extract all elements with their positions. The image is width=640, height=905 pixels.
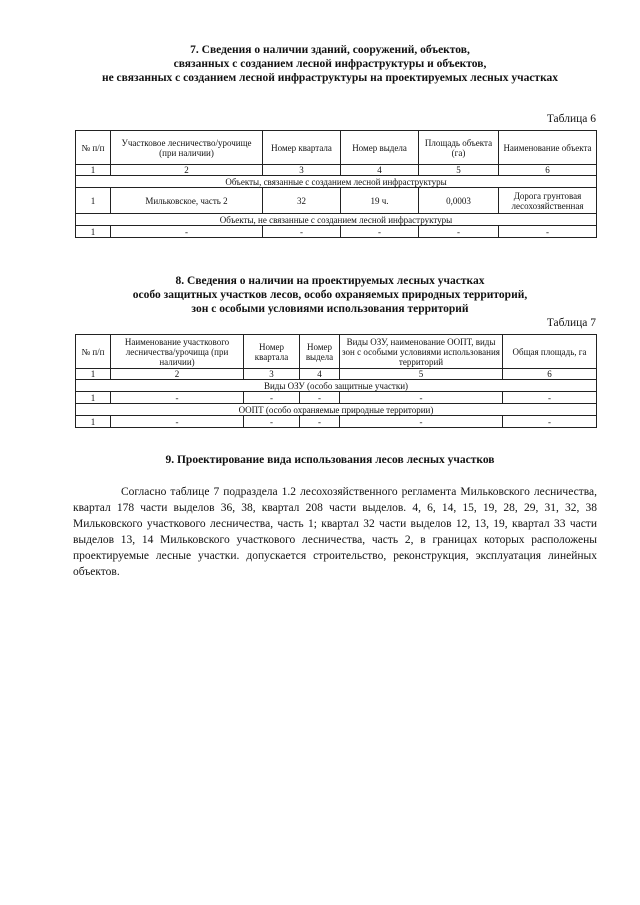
table7-header-cell: Виды ОЗУ, наименование ООПТ, виды зон с особыми условиями использования территорий: [340, 335, 503, 369]
table7-caption: Таблица 7: [546, 317, 596, 329]
table6-cell: 0,0003: [419, 188, 499, 214]
table6-cell: 32: [263, 188, 341, 214]
table6-header-cell: Участковое лесничество/урочище (при наличии): [111, 131, 263, 165]
table7-colnum-cell: 1: [76, 369, 111, 380]
table6-row: [76, 226, 597, 238]
table7-group-row: [76, 380, 597, 392]
section9-paragraph: Согласно таблице 7 подраздела 1.2 лесохозяйственного регламента Мильковского лесничества, квартал 178 части выделов 36, 38, квартал 208 части выделов. 4, 6, 14, 15, 19, 28, 29, 31, 32, 38 Мильковского участкового лесничества, часть 1; квартал 32 части выделов 12, 13, 19, квартал 33 части выделов 13, 14 Мильковского участкового лесничества, часть 2, в границах которых расположены проектируемые лесные участки. допускается строительство, реконструкция, эксплуатация линейных объектов.: [73, 486, 597, 578]
section8-title-line1: 8. Сведения о наличии на проектируемых лесных участках: [175, 275, 485, 287]
table6-header-cell: № п/п: [76, 131, 111, 165]
table7-colnum-cell: 3: [244, 369, 300, 380]
section9-title: 9. Проектирование вида использования лесов лесных участков: [165, 454, 495, 466]
table6-cell: 19 ч.: [341, 188, 419, 214]
table6-cell: -: [111, 226, 263, 238]
table6-cell: 1: [76, 226, 111, 238]
table7-colnum-cell: 5: [340, 369, 503, 380]
table7-colnum-cell: 4: [300, 369, 340, 380]
table6-colnum-row: [76, 165, 597, 176]
table7-group-row: [76, 404, 597, 416]
table7-header-cell: № п/п: [76, 335, 111, 369]
section7-title-line3: не связанных с созданием лесной инфраструктуры на проектируемых лесных участках: [101, 72, 559, 84]
table7-cell: 1: [76, 416, 111, 428]
table6: [75, 130, 597, 238]
table7-cell: -: [340, 392, 503, 404]
section8-title-line2: особо защитных участков лесов, особо охраняемых природных территорий,: [132, 289, 528, 301]
table6-header-cell: Наименование объекта: [499, 131, 597, 165]
table6-cell: 1: [76, 188, 111, 214]
table6-header-cell: Номер выдела: [341, 131, 419, 165]
table7: [75, 334, 597, 428]
table6-colnum-cell: 1: [76, 165, 111, 176]
section8-title-line3: зон с особыми условиями использования территорий: [191, 303, 469, 315]
table6-caption: Таблица 6: [546, 113, 596, 125]
table6-cell: -: [263, 226, 341, 238]
section7-title-line2: связанных с созданием лесной инфраструктуры и объектов,: [173, 58, 487, 70]
table6-row: [76, 188, 597, 214]
table6-cell: -: [419, 226, 499, 238]
table7-header-cell: Общая площадь, га: [503, 335, 597, 369]
table7-cell: -: [244, 416, 300, 428]
table7-header-cell: Номер выдела: [300, 335, 340, 369]
table7-cell: -: [300, 392, 340, 404]
table7-cell: -: [503, 392, 597, 404]
table6-cell: -: [499, 226, 597, 238]
table7-row: [76, 392, 597, 404]
table6-group2-label: Объекты, не связанные с созданием лесной инфраструктуры: [76, 214, 597, 226]
section7-title-line1: 7. Сведения о наличии зданий, сооружений, объектов,: [190, 44, 470, 56]
table7-colnum-cell: 6: [503, 369, 597, 380]
table6-colnum-cell: 3: [263, 165, 341, 176]
table7-header-row: [76, 335, 597, 369]
table7-cell: -: [300, 416, 340, 428]
table6-colnum-cell: 2: [111, 165, 263, 176]
table6-cell: -: [341, 226, 419, 238]
table7-cell: -: [111, 392, 244, 404]
table6-group1-label: Объекты, связанные с созданием лесной инфраструктуры: [76, 176, 597, 188]
table6-colnum-cell: 6: [499, 165, 597, 176]
table6-header-cell: Площадь объекта (га): [419, 131, 499, 165]
table7-cell: -: [244, 392, 300, 404]
table7-cell: -: [503, 416, 597, 428]
section7-heading: [60, 43, 600, 85]
table7-colnum-cell: 2: [111, 369, 244, 380]
table7-row: [76, 416, 597, 428]
table7-cell: 1: [76, 392, 111, 404]
table6-colnum-cell: 4: [341, 165, 419, 176]
table6-cell: Мильковское, часть 2: [111, 188, 263, 214]
table6-colnum-cell: 5: [419, 165, 499, 176]
table7-header-cell: Номер квартала: [244, 335, 300, 369]
table6-group-row: [76, 176, 597, 188]
table7-group1-label: Виды ОЗУ (особо защитные участки): [76, 380, 597, 392]
section8-heading: [60, 274, 600, 316]
table6-header-cell: Номер квартала: [263, 131, 341, 165]
table7-cell: -: [340, 416, 503, 428]
table6-group-row: [76, 214, 597, 226]
table7-colnum-row: [76, 369, 597, 380]
table7-cell: -: [111, 416, 244, 428]
table7-header-cell: Наименование участкового лесничества/урочища (при наличии): [111, 335, 244, 369]
table6-cell: Дорога грунтовая лесохозяйственная: [499, 188, 597, 214]
table7-group2-label: ООПТ (особо охраняемые природные территории): [76, 404, 597, 416]
table6-header-row: [76, 131, 597, 165]
